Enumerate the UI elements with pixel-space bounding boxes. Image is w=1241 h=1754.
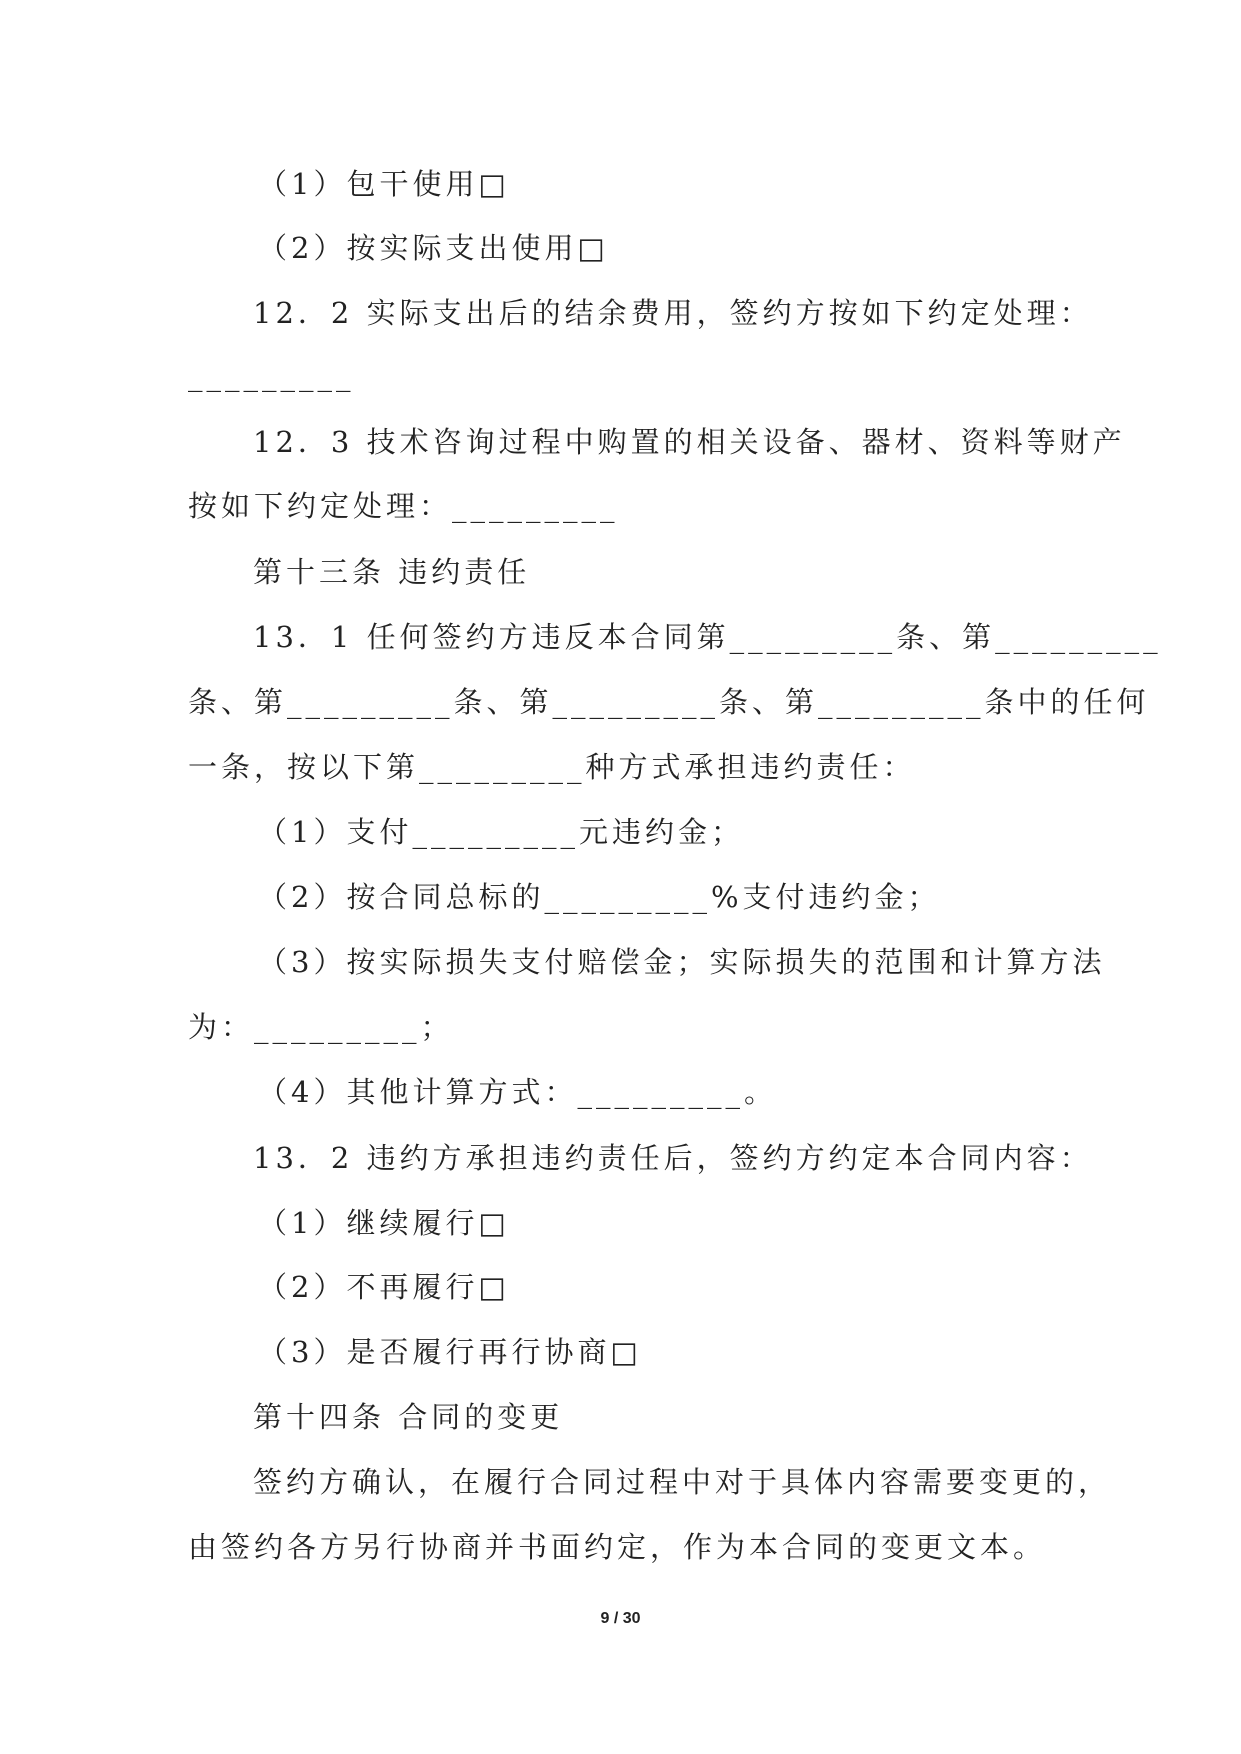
option-renegotiate: （3）是否履行再行协商□ bbox=[258, 1335, 642, 1369]
option-lump-sum: （1）包干使用□ bbox=[258, 167, 510, 201]
option-other-method: （4）其他计算方式：_________。 bbox=[258, 1075, 777, 1109]
option-actual-loss: （3）按实际损失支付赔偿金；实际损失的范围和计算方法 bbox=[258, 945, 1106, 979]
option-continue: （1）继续履行□ bbox=[258, 1206, 510, 1240]
article-14-heading: 第十四条 合同的变更 bbox=[253, 1400, 564, 1434]
article-13-heading: 第十三条 违约责任 bbox=[253, 555, 531, 589]
clause-13-1-continued: 条、第_________条、第_________条、第_________条中的任何 bbox=[188, 685, 1150, 719]
clause-13-1-end: 一条，按以下第_________种方式承担违约责任： bbox=[188, 750, 916, 784]
option-penalty-amount: （1）支付_________元违约金； bbox=[258, 815, 744, 849]
option-discontinue: （2）不再履行□ bbox=[258, 1270, 510, 1304]
option-actual-expense: （2）按实际支出使用□ bbox=[258, 231, 609, 265]
clause-13-1: 13．1 任何签约方违反本合同第_________条、第_________ bbox=[253, 620, 1162, 654]
page-number: 9 / 30 bbox=[600, 1610, 641, 1627]
clause-12-3-continued: 按如下约定处理：_________ bbox=[188, 489, 619, 523]
clause-13-2: 13．2 违约方承担违约责任后，签约方约定本合同内容： bbox=[253, 1141, 1093, 1175]
clause-12-2: 12．2 实际支出后的结余费用，签约方按如下约定处理： bbox=[253, 296, 1093, 330]
clause-12-3: 12．3 技术咨询过程中购置的相关设备、器材、资料等财产 bbox=[253, 425, 1126, 459]
clause-12-2-blank: _________ bbox=[188, 358, 355, 392]
article-14-body: 签约方确认，在履行合同过程中对于具体内容需要变更的， bbox=[253, 1465, 1112, 1499]
article-14-body-cont: 由签约各方另行协商并书面约定，作为本合同的变更文本。 bbox=[188, 1530, 1047, 1564]
option-penalty-percent: （2）按合同总标的_________%支付违约金； bbox=[258, 880, 941, 914]
option-actual-loss-cont: 为：_________； bbox=[188, 1010, 454, 1044]
